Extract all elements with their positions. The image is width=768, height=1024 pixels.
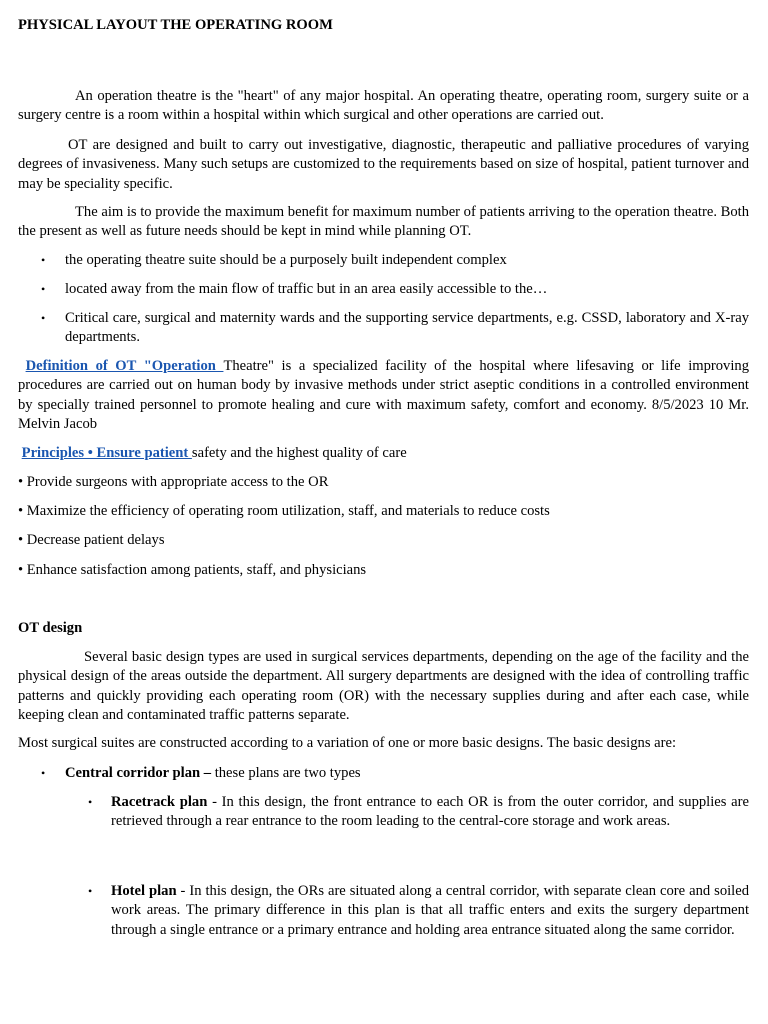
principle-item: • Decrease patient delays — [18, 532, 165, 548]
principle-item: • Enhance satisfaction among patients, staff, and physicians — [18, 562, 367, 578]
principles-paragraph: Principles • Ensure patient safety and the highest quality of care — [21, 445, 407, 461]
bullet-icon: • — [41, 766, 46, 780]
aim-paragraph: The aim is to provide the maximum benefit for maximum number of patients arriving to the operation theatre. Both the present as well as future needs should be kept in mind while planning OT. — [18, 204, 749, 240]
bullet-icon: • — [88, 884, 93, 898]
definition-paragraph: Definition of OT "Operation Theatre" is a specialized facility of the hospital where lifesaving or life improving procedures are carried out on human body by invasive methods under strict aseptic conditions in a controlled environment by specially trained personnel to promote healing and cure with maximum safety, comfort and economy. 8/5/2023 10 Mr. Melvin Jacob — [18, 358, 749, 432]
principle-item: • Provide surgeons with appropriate access to the OR — [18, 474, 329, 490]
basic-designs-paragraph: Most surgical suites are constructed according to a variation of one or more basic designs. The basic designs are: — [18, 735, 677, 751]
definition-link[interactable]: Definition of OT "Operation — [25, 358, 224, 374]
bullet-icon: • — [41, 282, 46, 296]
principle-item: • Maximize the efficiency of operating room utilization, staff, and materials to reduce costs — [18, 503, 550, 519]
principles-link[interactable]: Principles • Ensure patient — [21, 445, 192, 461]
bullet-icon: • — [41, 311, 46, 325]
intro-paragraph: An operation theatre is the "heart" of any major hospital. An operating theatre, operating room, surgery suite or a surgery centre is a room within a hospital within which surgical and other operations are carried out. — [18, 88, 749, 124]
bullet-icon: • — [41, 253, 46, 267]
ot-designed-paragraph: OT are designed and built to carry out investigative, diagnostic, therapeutic and palliative procedures of varying degrees of invasiveness. Many such setups are customized to the requirements based on size of hospital, patient turnover and may be speciality specific. — [18, 137, 749, 192]
page-title: PHYSICAL LAYOUT THE OPERATING ROOM — [18, 17, 333, 33]
bullet-icon: • — [88, 795, 93, 809]
ot-design-paragraph: Several basic design types are used in surgical services departments, depending on the age of the facility and the physical design of the areas outside the department. All surgery departments are designed with the idea of controlling traffic patterns and quickly providing each operating room (OR) with the necessary supplies during and after each case, while keeping clean and contaminated traffic patterns separate. — [18, 649, 749, 723]
section-heading: OT design — [18, 620, 83, 636]
